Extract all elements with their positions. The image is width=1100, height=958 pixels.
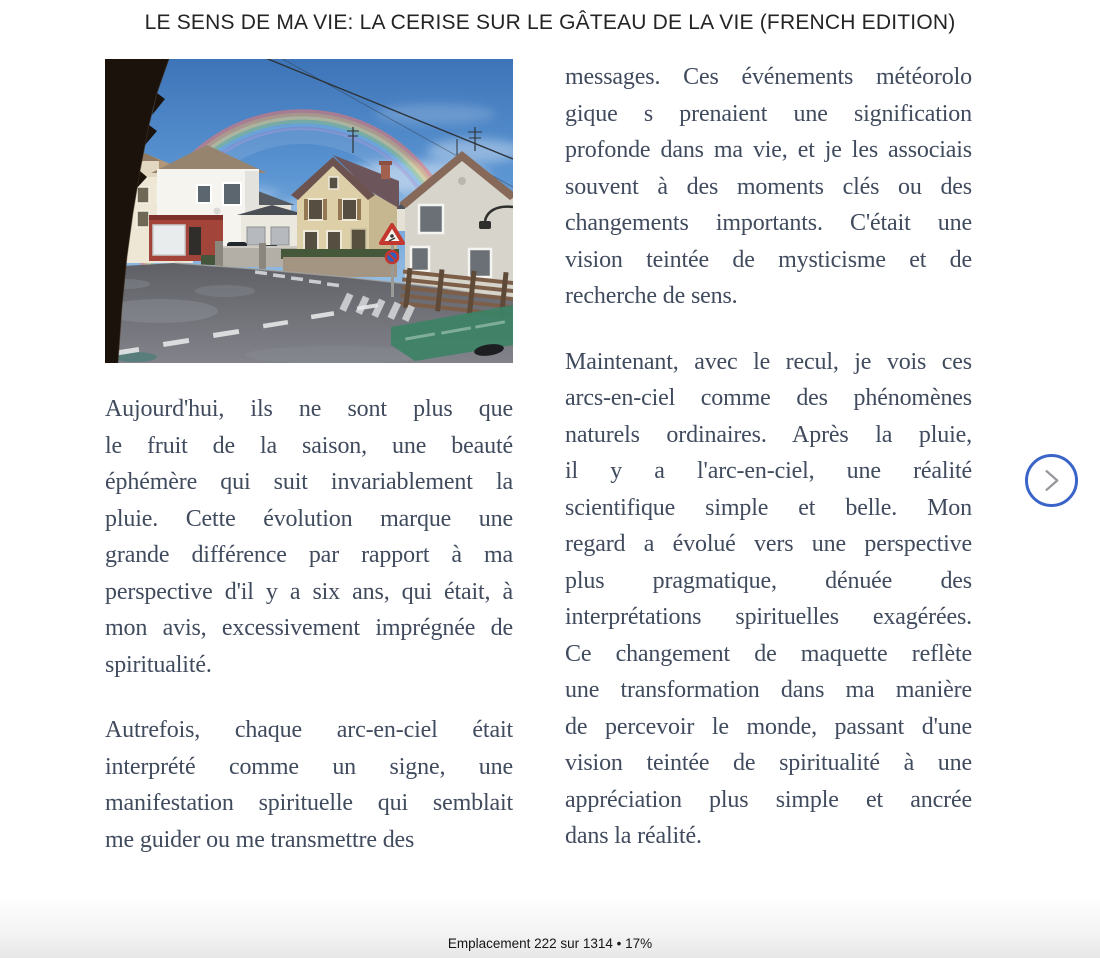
text-line: de percevoir le monde, passant d'une	[565, 713, 972, 740]
text-line: interprété comme un signe, une	[105, 753, 513, 780]
right-column-text	[565, 59, 972, 855]
paragraph	[105, 391, 513, 683]
left-column	[105, 59, 513, 858]
paragraph	[105, 712, 513, 858]
text-line: il y a l'arc-en-ciel, une réalité	[565, 458, 972, 484]
text-line: le fruit de la saison, une beauté	[105, 432, 513, 459]
text-line: messages. Ces événements météorolo	[565, 64, 972, 90]
right-column	[565, 59, 972, 855]
text-line: Aujourd'hui, ils ne sont plus que	[105, 396, 513, 422]
text-line: dans la réalité.	[565, 823, 702, 849]
text-line: changements importants. C'était une	[565, 210, 972, 236]
text-line: naturels ordinaires. Après la pluie,	[565, 421, 972, 448]
book-title: LE SENS DE MA VIE: LA CERISE SUR LE GÂTEAU DE LA VIE (FRENCH EDITION)	[144, 11, 956, 34]
text-line: Ce changement de maquette reflète	[565, 640, 972, 667]
left-column-text	[105, 391, 513, 858]
text-line: interprétations spirituelles exagérées.	[565, 604, 972, 630]
progress-footer	[0, 896, 1100, 958]
paragraph	[565, 59, 972, 315]
street-rainbow-photo	[105, 59, 513, 363]
text-line: pluie. Cette évolution marque une	[105, 505, 513, 532]
paragraph	[565, 344, 972, 855]
text-line: souvent à des moments clés ou des	[565, 173, 972, 200]
text-line: plus pragmatique, dénuée des	[565, 567, 972, 594]
text-line: grande différence par rapport à ma	[105, 542, 513, 568]
text-line: scientifique simple et belle. Mon	[565, 494, 972, 521]
text-line: spiritualité.	[105, 651, 212, 678]
text-line: perspective d'il y a six ans, qui était, à	[105, 578, 513, 605]
text-line: appréciation plus simple et ancrée	[565, 786, 972, 813]
text-line: gique s prenaient une signification	[565, 100, 972, 127]
text-line: manifestation spirituelle qui semblait	[105, 790, 513, 816]
location-text: Emplacement 222 sur 1314 • 17%	[447, 936, 653, 951]
text-line: éphémère qui suit invariablement la	[105, 469, 513, 495]
text-line: vision teintée de mysticisme et de	[565, 246, 972, 273]
text-line: une transformation dans ma manière	[565, 677, 972, 703]
text-line: recherche de sens.	[565, 283, 738, 309]
text-line: vision teintée de spiritualité à une	[565, 750, 972, 776]
text-line: mon avis, excessivement imprégnée de	[105, 615, 513, 641]
chevron-right-icon	[1028, 454, 1075, 507]
text-line: regard a évolué vers une perspective	[565, 531, 972, 557]
text-line: Maintenant, avec le recul, je vois ces	[565, 348, 972, 375]
text-line: profonde dans ma vie, et je les associais	[565, 137, 972, 163]
text-line: Autrefois, chaque arc-en-ciel était	[105, 717, 513, 743]
next-page-button[interactable]	[1025, 454, 1078, 507]
text-line: arcs-en-ciel comme des phénomènes	[565, 385, 972, 411]
text-line: me guider ou me transmettre des	[105, 826, 415, 853]
street-rainbow-illustration	[105, 59, 513, 363]
